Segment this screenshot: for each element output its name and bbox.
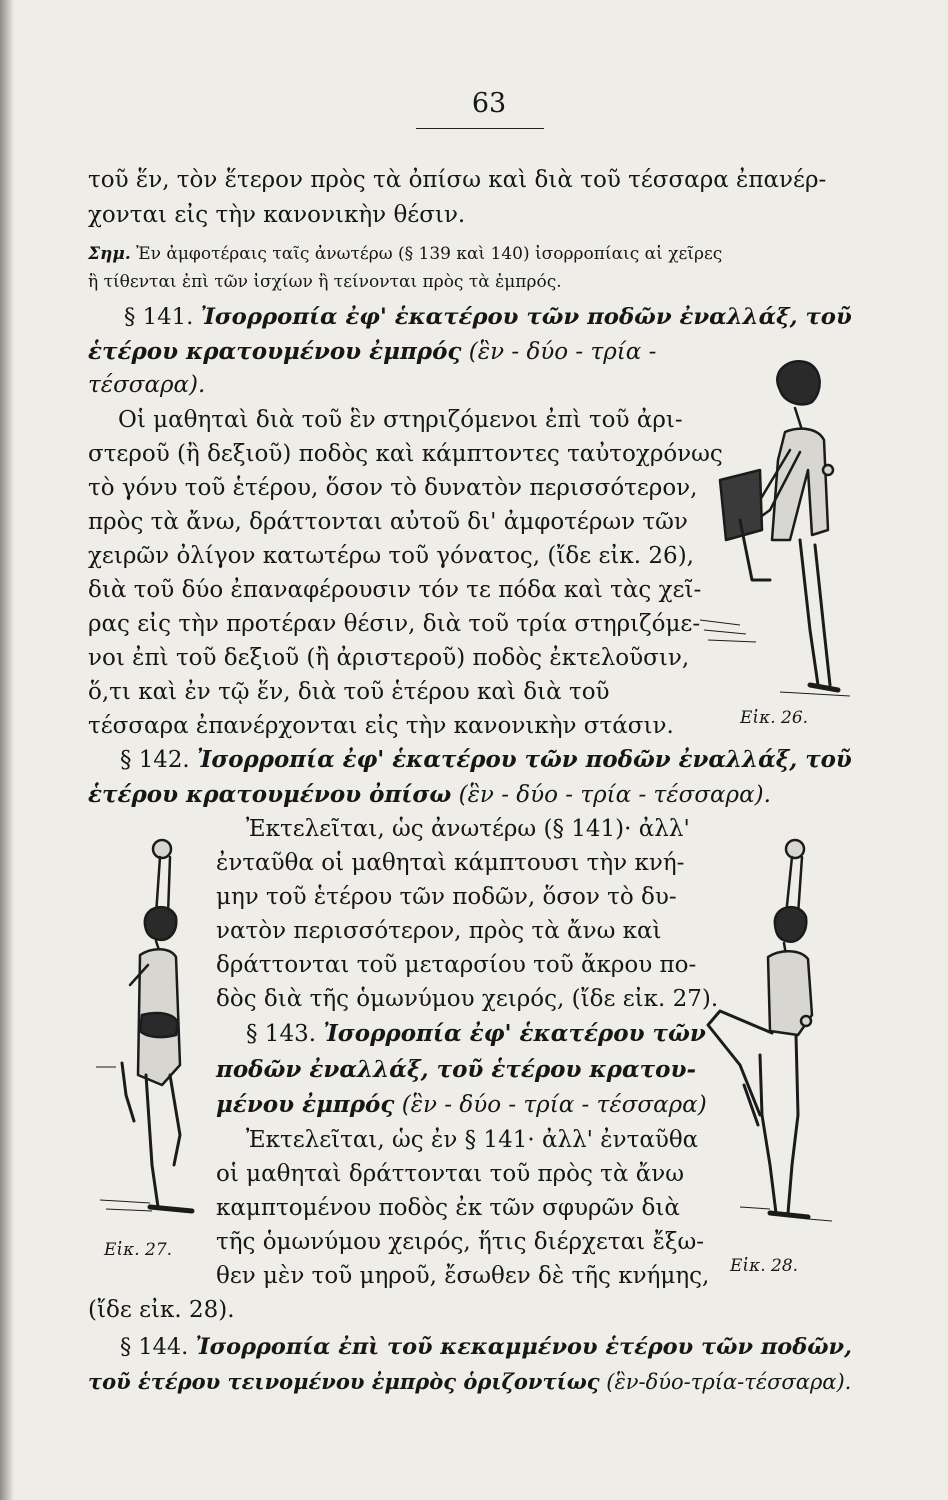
- page-number: 63: [471, 88, 507, 119]
- text-line: χειρῶν ὀλίγον κατωτέρω τοῦ γόνατος, (ἴδε εἰκ. 26),: [88, 543, 694, 569]
- text-line: τέσσαρα ἐπανέρχονται εἰς τὴν κανονικὴν στάσιν.: [88, 713, 674, 739]
- text-line: Ἐκτελεῖται, ὡς ἐν § 141· ἀλλ' ἐνταῦθα: [246, 1127, 699, 1153]
- header-rule: [416, 128, 544, 129]
- text-line: Ἐκτελεῖται, ὡς ἀνωτέρω (§ 141)· ἀλλ': [246, 816, 690, 842]
- section-142-heading: § 142. Ἰσορροπία ἐφ' ἑκατέρου τῶν ποδῶν ἐναλλάξ, τοῦ: [120, 746, 852, 773]
- text-line: διὰ τοῦ δύο ἐπαναφέρουσιν τόν τε πόδα καὶ τὰς χεῖ-: [88, 577, 702, 603]
- section-144-heading: § 144. Ἰσορροπία ἐπὶ τοῦ κεκαμμένου ἑτέρου τῶν ποδῶν,: [120, 1334, 852, 1360]
- note-label: Σημ.: [88, 244, 131, 264]
- text-line: χονται εἰς τὴν κανονικὴν θέσιν.: [88, 202, 466, 228]
- text-line: ρας εἰς τὴν προτέραν θέσιν, διὰ τοῦ τρία στηριζόμε-: [88, 611, 701, 637]
- section-143-heading-cont: μένου ἐμπρός (ἓν - δύο - τρία - τέσσαρα): [216, 1091, 707, 1118]
- section-141-count: τέσσαρα).: [88, 372, 206, 398]
- section-142-heading-cont: ἑτέρου κρατουμένου ὀπίσω (ἓν - δύο - τρία - τέσσαρα).: [88, 781, 771, 808]
- text-line: οἱ μαθηταὶ δράττονται τοῦ πρὸς τὰ ἄνω: [216, 1161, 685, 1187]
- text-line: Οἱ μαθηταὶ διὰ τοῦ ἓν στηριζόμενοι ἐπὶ τοῦ ἀρι-: [118, 407, 683, 433]
- caption-fig28: Εἰκ. 28.: [730, 1256, 799, 1276]
- section-141-heading: § 141. Ἰσορροπία ἐφ' ἑκατέρου τῶν ποδῶν ἐναλλάξ, τοῦ: [124, 304, 852, 330]
- gymnast-fig27-icon: [90, 835, 215, 1230]
- text-line: τῆς ὁμωνύμου χειρός, ἥτις διέρχεται ἔξω-: [216, 1229, 705, 1255]
- text-line: θεν μὲν τοῦ μηροῦ, ἔσωθεν δὲ τῆς κνήμης,: [216, 1263, 710, 1289]
- text-line: ἐνταῦθα οἱ μαθηταὶ κάμπτουσι τὴν κνή-: [216, 850, 685, 876]
- caption-fig26: Εἰκ. 26.: [740, 708, 809, 728]
- text-line: πρὸς τὰ ἄνω, δράττονται αὐτοῦ δι' ἀμφοτέρων τῶν: [88, 509, 688, 535]
- text-line: στεροῦ (ἢ δεξιοῦ) ποδὸς καὶ κάμπτοντες ταὐτοχρόνως: [88, 441, 723, 467]
- text-line: ὅ,τι καὶ ἐν τῷ ἕν, διὰ τοῦ ἑτέρου καὶ διὰ τοῦ: [88, 679, 610, 705]
- text-line: δὸς διὰ τῆς ὁμωνύμου χειρός, (ἴδε εἰκ. 27).: [216, 986, 719, 1012]
- page-edge-shadow: [0, 0, 14, 1500]
- text-line: μην τοῦ ἑτέρου τῶν ποδῶν, ὅσον τὸ δυ-: [216, 884, 677, 910]
- text-line: τοῦ ἕν, τὸν ἕτερον πρὸς τὰ ὀπίσω καὶ διὰ τοῦ τέσσαρα ἐπανέρ-: [88, 167, 827, 193]
- gymnast-fig26-icon: [700, 340, 850, 710]
- section-144-heading-cont: τοῦ ἑτέρου τεινομένου ἐμπρὸς ὁριζοντίως (ἓν-δύο-τρία-τέσσαρα).: [88, 1369, 852, 1394]
- note-line: ἢ τίθενται ἐπὶ τῶν ἰσχίων ἢ τείνονται πρὸς τὰ ἐμπρός.: [88, 272, 562, 292]
- gymnast-fig28-icon: [700, 835, 840, 1240]
- text-line: καμπτομένου ποδὸς ἐκ τῶν σφυρῶν διὰ: [216, 1195, 680, 1221]
- section-141-heading-cont: ἑτέρου κρατουμένου ἐμπρός (ἓν - δύο - τρία -: [88, 338, 657, 365]
- section-143-heading: § 143. Ἰσορροπία ἐφ' ἑκατέρου τῶν: [246, 1020, 706, 1047]
- note-line: Σημ. Ἐν ἀμφοτέραις ταῖς ἀνωτέρω (§ 139 καὶ 140) ἰσορροπίαις αἱ χεῖρες: [88, 244, 723, 264]
- text-line: τὸ γόνυ τοῦ ἑτέρου, ὅσον τὸ δυνατὸν περισσότερον,: [88, 475, 698, 501]
- text-line: δράττονται τοῦ μεταρσίου τοῦ ἄκρου πο-: [216, 952, 697, 978]
- text-line: νατὸν περισσότερον, πρὸς τὰ ἄνω καὶ: [216, 918, 662, 944]
- caption-fig27: Εἰκ. 27.: [104, 1240, 173, 1260]
- section-143-heading-cont: ποδῶν ἐναλλάξ, τοῦ ἑτέρου κρατου-: [216, 1056, 696, 1083]
- text-line: (ἴδε εἰκ. 28).: [88, 1297, 235, 1323]
- text-line: νοι ἐπὶ τοῦ δεξιοῦ (ἢ ἀριστεροῦ) ποδὸς ἐκτελοῦσιν,: [88, 645, 690, 671]
